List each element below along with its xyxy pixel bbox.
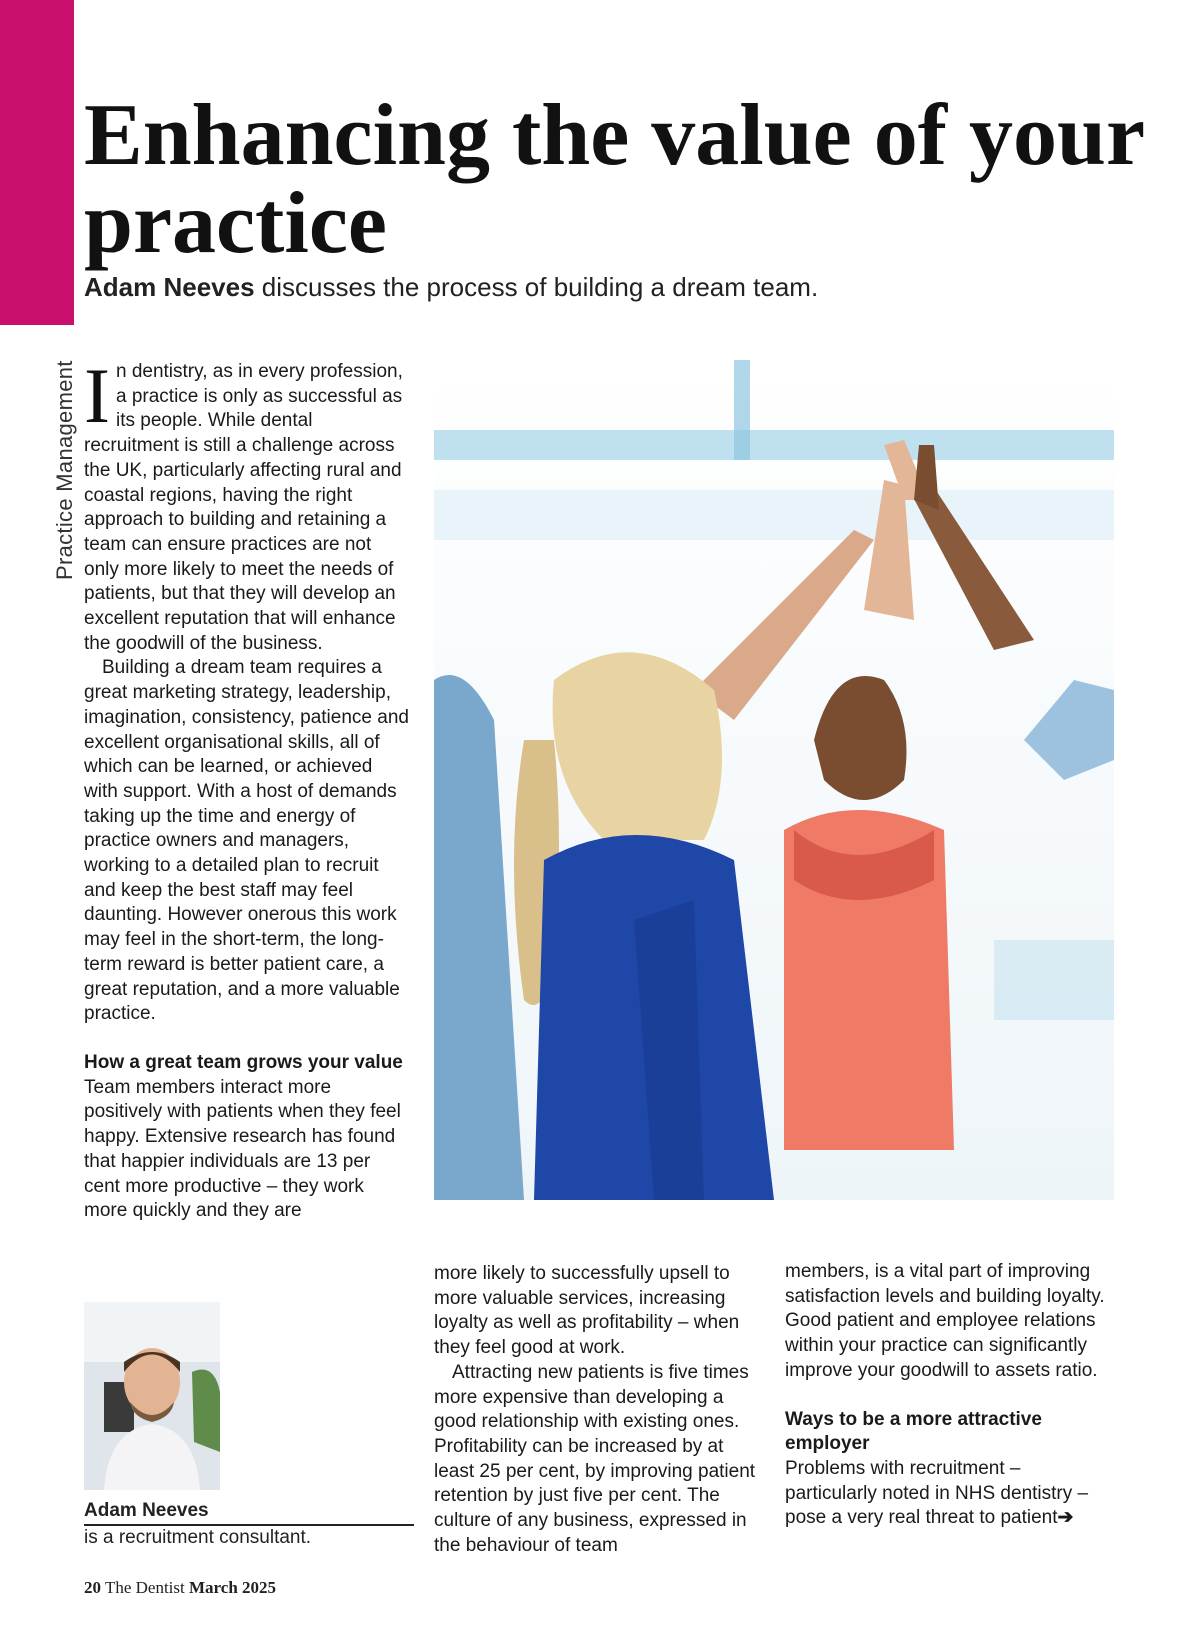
author-name: Adam Neeves [84,1500,414,1526]
drop-cap: I [84,352,110,439]
article-title: Enhancing the value of your practice [84,87,1144,272]
paragraph-intro-text: n dentistry, as in every profession, a practice is only as successful as its people. While dental recruitment is still a challenge across the UK, particularly affecting rural and coastal regions, having the right approach to building and retaining a team can ensure practices are not only more likely to meet the needs of patients, but that they will develop an excellent reputation that will enhance the goodwill of the business. [84,361,403,654]
paragraph-recruitment-problems [785,1457,1115,1531]
continue-arrow-icon: ➔ [1057,1507,1074,1529]
paragraph-team-members-cont: more likely to successfully upsell to more valuable services, increasing loyalty as well as profitability – when they feel good at work. [434,1263,740,1359]
paragraph-new-patients: Attracting new patients is five times more expensive than developing a good relationship with existing ones. Profitability can be increased by at least 25 per cent, by improving patient retention by just five per cent. The culture of any business, expressed in the behaviour of team [434,1361,756,1556]
page-number: 20 [84,1578,101,1597]
standfirst-text: discusses the process of building a dream team. [261,272,819,302]
article-column-2 [434,1262,764,1558]
issue-date: March 2025 [189,1578,277,1597]
subheading-attractive-employer: Ways to be a more attractive employer [785,1408,1042,1455]
paragraph-recruitment-text: Problems with recruitment – particularly noted in NHS dentistry – pose a very real threat to patient [785,1457,1089,1529]
article-column-3 [785,1260,1115,1531]
paragraph-team-members: Team members interact more positively with patients when they feel happy. Extensive research has found that happier individuals are 13 per cent more productive – they work more quickly and they are [84,1076,401,1222]
author-headshot-photo [84,1302,220,1490]
article-standfirst [84,272,818,303]
section-label: Practice Management [52,360,77,580]
paragraph-intro [84,352,409,656]
paragraph-new-patients-cont: members, is a vital part of improving satisfaction levels and building loyalty. Good patient and employee relations within your practice can significantly improve your goodwill to assets ratio. [785,1261,1105,1381]
page-footer [84,1578,276,1598]
paragraph-dream-team: Building a dream team requires a great marketing strategy, leadership, imagination, consistency, patience and excellent organisational skills, all of which can be learned, or achieved with support. With a host of demands taking up the time and energy of practice owners and managers, working to a detailed plan to recruit and keep the best staff may feel daunting. However onerous this work may feel in the short-term, the long-term reward is better patient care, a great reputation, and a more valuable practice. [84,657,409,1025]
publication-name: The Dentist [104,1578,185,1597]
article-column-1 [84,352,409,1224]
team-high-five-photo [434,360,1114,1200]
section-accent-bar [0,0,74,325]
subheading-team-value: How a great team grows your value [84,1051,403,1073]
standfirst-author: Adam Neeves [84,272,255,302]
author-role: is a recruitment consultant. [84,1527,312,1548]
